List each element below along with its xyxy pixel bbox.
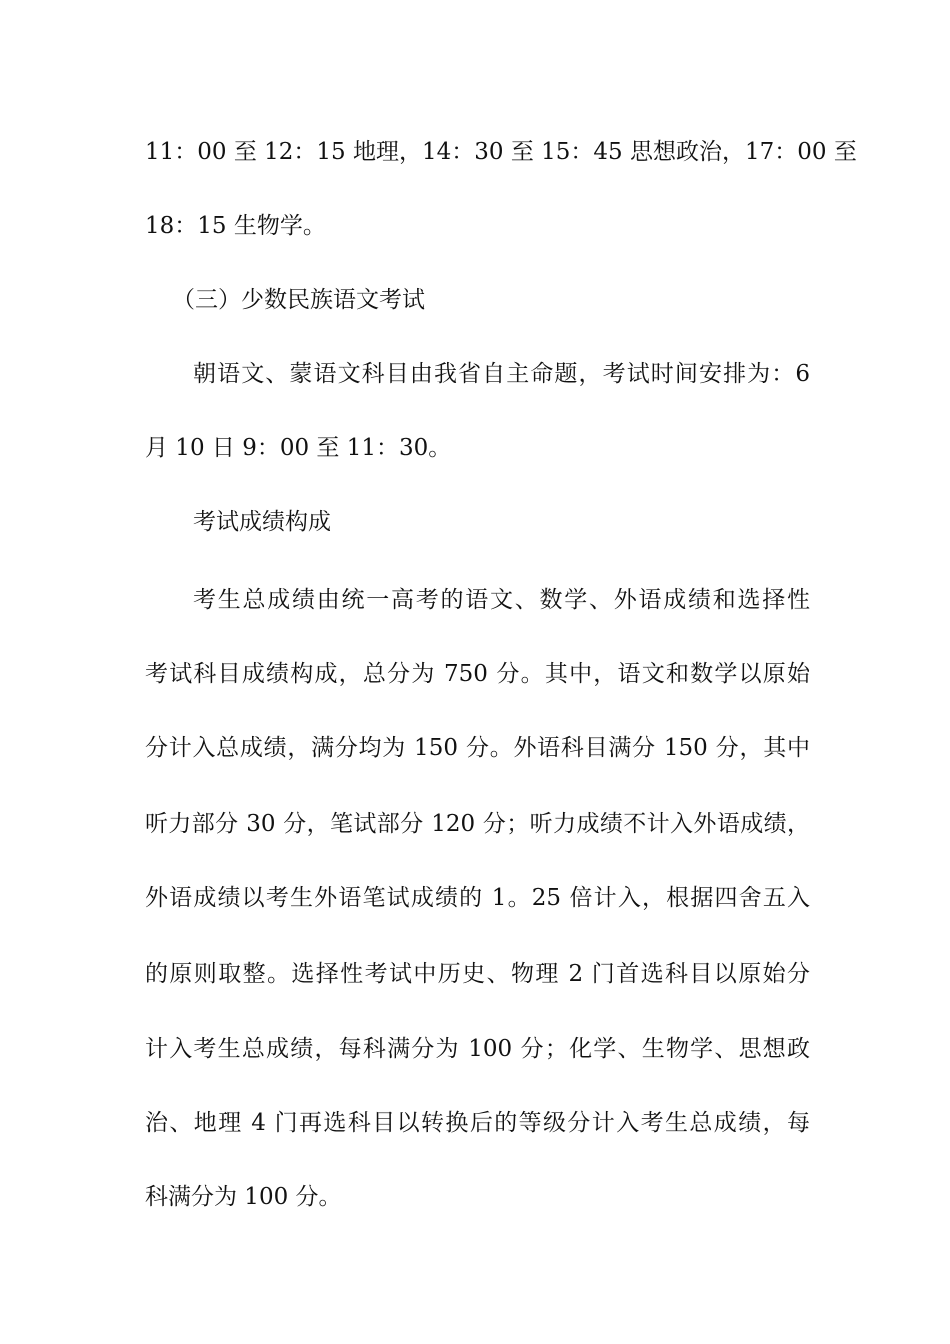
paragraph-line: 的原则取整。选择性考试中历史、物理 2 门首选科目以原始分	[145, 961, 810, 987]
paragraph-line: 听力部分 30 分，笔试部分 120 分；听力成绩不计入外语成绩，	[145, 811, 810, 837]
paragraph-line: 朝语文、蒙语文科目由我省自主命题，考试时间安排为：6	[193, 361, 810, 387]
paragraph-line: 考生总成绩由统一高考的语文、数学、外语成绩和选择性	[193, 587, 810, 613]
paragraph-line: 外语成绩以考生外语笔试成绩的 1。25 倍计入，根据四舍五入	[145, 885, 810, 911]
paragraph-line: 考试科目成绩构成，总分为 750 分。其中，语文和数学以原始	[145, 661, 810, 687]
paragraph-line: 治、地理 4 门再选科目以转换后的等级分计入考生总成绩，每	[145, 1110, 810, 1136]
section-heading: （三）少数民族语文考试	[172, 287, 425, 313]
paragraph-line: 18：15 生物学。	[145, 213, 326, 239]
paragraph-line: 计入考生总成绩，每科满分为 100 分；化学、生物学、思想政	[145, 1036, 810, 1062]
paragraph-line: 11：00 至 12：15 地理，14：30 至 15：45 思想政治，17：00 至	[145, 139, 857, 165]
paragraph-line: 分计入总成绩，满分均为 150 分。外语科目满分 150 分，其中	[145, 735, 810, 761]
paragraph-line: 科满分为 100 分。	[145, 1184, 342, 1210]
paragraph-line: 月 10 日 9：00 至 11：30。	[145, 435, 452, 461]
section-heading: 考试成绩构成	[193, 509, 331, 535]
